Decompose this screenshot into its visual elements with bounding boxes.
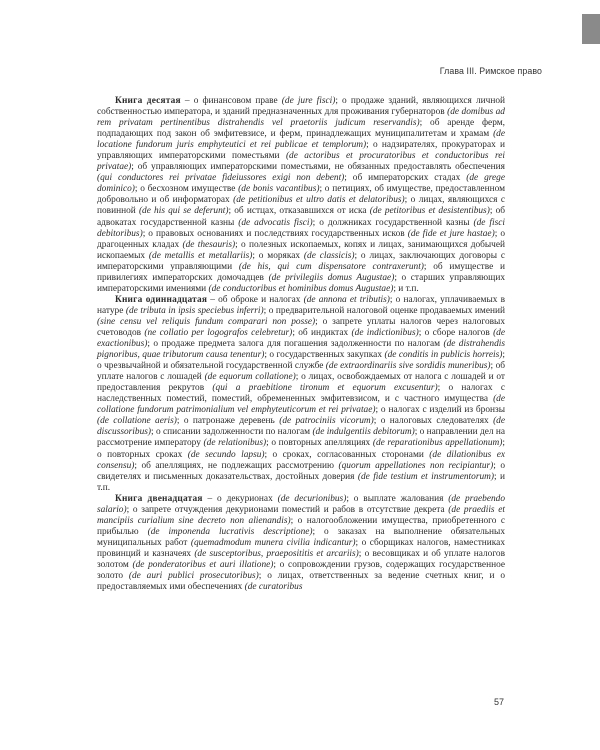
latin-title: (de annona et tributis) <box>303 294 390 305</box>
text-run: ; о полезных ископаемых, копях и лицах, занимающихся добычей ископаемых <box>97 239 505 261</box>
latin-title: (de classicis) <box>303 250 355 261</box>
text-run: ; о налогообложении имущества, приобретенного с прибылью <box>97 515 505 537</box>
latin-title: (de distrahendis pignoribus, quae tributorum causa tenentur) <box>97 339 505 361</box>
main-text <box>97 96 505 593</box>
book-heading: Книга десятая <box>115 96 181 106</box>
latin-title: (de collatione aeris) <box>97 416 177 427</box>
latin-title: (de grege dominico) <box>97 173 505 195</box>
latin-title: (de indulgentiis debitorum) <box>312 427 415 438</box>
text-run: ; о заказах на выполнение обязательных муниципальных работ <box>97 526 505 548</box>
latin-title: (quemadmodum munera civilia indicantur) <box>190 537 356 548</box>
text-run: ; и т.п. <box>393 283 419 294</box>
latin-title: (de tributa in ipsis speciebus inferri) <box>125 305 264 316</box>
text-run: ; о чрезвычайной и обязательной государственной службе <box>97 350 506 372</box>
latin-title: (de domibus ad rem privatam pertinentibus distrahendis vel praetoriis judicum reservandis) <box>97 107 505 129</box>
text-run: ; о сроках, согласованных сторонами <box>264 449 430 460</box>
text-run: ; о продаже зданий, являющихся личной собственностью императора, и зданий предназначенных для проживания губернаторов <box>97 96 505 118</box>
text-run: ; о лицах, освобождаемых от налога с лошадей и от предоставления рекрутов <box>97 372 505 394</box>
latin-title: (de decurionibus) <box>277 493 347 504</box>
latin-title: (de curatoribus <box>244 582 303 593</box>
text-run: ; о свидетелях и письменных доказательствах, достойных доверия <box>97 460 506 482</box>
text-run: ; об адвокатах государственной казны <box>97 206 506 228</box>
latin-title: (de indictionibus) <box>351 327 419 338</box>
text-run: ; об апелляциях, не подлежащих рассмотрению <box>134 460 339 471</box>
text-run: ; о драгоценных кладах <box>97 228 505 250</box>
latin-title: (de advocatis fisci) <box>238 217 313 228</box>
latin-title: (de dilationibus ex consensu) <box>97 449 505 471</box>
text-run: ; об аренде ферм, подпадающих под закон об эмфитевзисе, и ферм, принадлежащих муниципалитетам и храмам <box>97 118 505 140</box>
latin-title: (ne collatio per logografos celebretur) <box>144 327 293 338</box>
latin-title: (de praebendo salario) <box>97 493 506 515</box>
text-run: ; о сопровождении грузов, содержащих государственное золото <box>97 559 505 582</box>
page-edge-tab <box>582 14 600 44</box>
text-run: ; о направлении дел на рассмотрение императору <box>97 427 505 449</box>
text-run: ; о выплате жалования <box>346 493 449 504</box>
latin-title: (de praediis et mancipiis curialium sine decreto non alienandis) <box>97 504 505 526</box>
latin-title: (de patrociniis vicorum) <box>279 416 374 427</box>
text-run: ; о налогах, уплачиваемых в натуре <box>97 294 505 316</box>
text-run: – о финансовом праве <box>180 96 282 106</box>
text-run: ; о продаже предмета залога для погашения задолженности по налогам <box>147 339 444 350</box>
text-run: – об оброке и налогах <box>207 294 304 305</box>
text-run: ; о налогах с изделий из бронзы <box>375 405 505 416</box>
text-run: ; о налогах с наследственных поместий, поместий, обремененных эмфитевзисом, и с частного имущества <box>97 383 506 405</box>
latin-title: (de actoribus et procuratoribus et conductoribus rei privatae) <box>97 151 505 173</box>
latin-title: (de extraordinariis sive sordidis muneribus) <box>325 361 491 372</box>
text-run: – о декурионах <box>202 493 278 504</box>
text-run: ; о моряках <box>252 250 304 261</box>
text-run: ; о государственных закупках <box>264 350 385 361</box>
book-heading: Книга двенадцатая <box>115 493 203 504</box>
text-run: ; о сборе налогов <box>418 327 494 338</box>
paragraph <box>97 295 505 494</box>
latin-title: (de metallis et metallariis) <box>148 250 253 261</box>
text-run: ; о петициях, об имуществе, предоставленном добровольно и об информаторах <box>97 184 505 206</box>
text-run: ; о сборщиках налогов, наместниках провинций и казначеях <box>97 537 505 559</box>
latin-title: (quorum appellationes non recipiantur) <box>338 460 494 471</box>
text-run: ; об управляющих императорскими поместьями, не обязанных предоставлять обеспечения <box>131 162 505 173</box>
latin-title: (qui a praebitione tironum et equorum excusentur) <box>212 383 438 394</box>
text-run: ; о списании задолженности по налогам <box>151 427 313 438</box>
text-run: ; об истцах, отказавшихся от иска <box>228 206 370 217</box>
latin-title: (de relationibus) <box>203 438 267 449</box>
text-run: ; о весовщиках и об уплате налогов золотом <box>97 548 506 570</box>
latin-title: (sine censu vel reliquis fundum comparari non posse) <box>97 316 316 327</box>
latin-title: (de bonis vacantibus) <box>238 184 320 195</box>
latin-title: (de his qui se deferunt) <box>138 206 229 217</box>
text-run: ; о повторных апелляциях <box>266 438 373 449</box>
text-run: ; о повторных сроках <box>97 438 505 460</box>
text-run: ; о патронаже деревень <box>176 416 280 427</box>
text-run: ; о налоговых следователях <box>373 416 494 427</box>
text-run: ; об императорских стадах <box>344 173 467 184</box>
text-run: ; и т.п. <box>97 471 505 493</box>
book-heading: Книга одиннадцатая <box>115 294 208 305</box>
text-run: ; об индиктах <box>292 327 352 338</box>
latin-title: (de reparationibus appellationum) <box>372 438 503 449</box>
latin-title: (de collatione fundorum patrimonialium vel emphyteuticorum et rei privatae) <box>97 394 505 416</box>
latin-title: (de privilegiis domus Augustae) <box>268 272 395 283</box>
paragraph <box>97 494 505 593</box>
latin-title: (de susceptoribus, praeposititis et arcariis) <box>194 548 359 559</box>
latin-title: (de conditis in publicis horreis) <box>384 350 503 361</box>
text-run: ; о предварительной налоговой оценке продаваемых имений <box>263 305 505 316</box>
latin-title: (de ponderatoribus et auri illatione) <box>132 559 274 570</box>
text-run: ; о лицах, ответственных за ведение счетных книг, и о предоставляемых ими обеспечениях <box>97 571 505 593</box>
text-run: ; о надзирателях, прокураторах и управляющих императорскими поместьями <box>97 140 505 162</box>
latin-title: (de exactionibus) <box>97 327 505 350</box>
text-run: ; об имуществе и привилегиях императорских домочадцев <box>97 261 505 283</box>
latin-title: (de conductoribus et hominibus domus Augustae) <box>208 283 394 294</box>
running-header: Глава III. Римское право <box>439 66 542 76</box>
text-run: ; о запрете уплаты налогов через налоговых счетоводов <box>97 316 505 338</box>
latin-title: (de thesauris) <box>182 239 236 250</box>
latin-title: (de jure fisci) <box>281 96 336 106</box>
latin-title: (de imponenda lucrativis descriptione) <box>147 526 313 537</box>
text-run: ; об уплате налогов с лошадей <box>97 361 506 383</box>
latin-title: (qui conductores rei privatae fideiussores exigi non debent) <box>97 173 345 184</box>
page-number: 57 <box>493 697 504 707</box>
latin-title: (de petitionibus et ultro datis et delatoribus) <box>233 195 405 206</box>
latin-title: (de fide et jure hastae) <box>407 228 495 239</box>
latin-title: (de equorum collatione) <box>204 372 296 383</box>
latin-title: (de fisci debitoribus) <box>97 217 505 239</box>
text-run: ; о правовых основаниях и последствиях государственных исков <box>142 228 408 239</box>
latin-title: (de petitoribus et desistentibus) <box>369 206 490 217</box>
text-run: ; о лицах, заключающих договоры с императорскими управляющими <box>97 250 505 272</box>
text-run: ; о должниках государственной казны <box>312 217 474 228</box>
text-run: ; о запрете отчуждения декурионами поместий и рабов в отсутствие декрета <box>126 504 449 515</box>
text-run: ; о лицах, являющихся с повинной <box>97 195 506 217</box>
text-run: ; о бесхозном имуществе <box>134 184 239 195</box>
latin-title: (de fide testium et instrumentorum) <box>357 471 494 482</box>
latin-title: (de secundo lapsu) <box>187 449 265 460</box>
paragraph <box>97 96 505 295</box>
latin-title: (de his, qui cum dispensatore contraxerunt) <box>238 261 424 272</box>
latin-title: (de auri publici prosecutoribus) <box>128 571 259 582</box>
latin-title: (de locatione fundorum juris emphyteutici et rei publicae et templorum) <box>97 129 505 151</box>
latin-title: (de discussoribus) <box>97 416 505 438</box>
text-run: ; о старших управляющих императорскими имениями <box>97 272 505 294</box>
